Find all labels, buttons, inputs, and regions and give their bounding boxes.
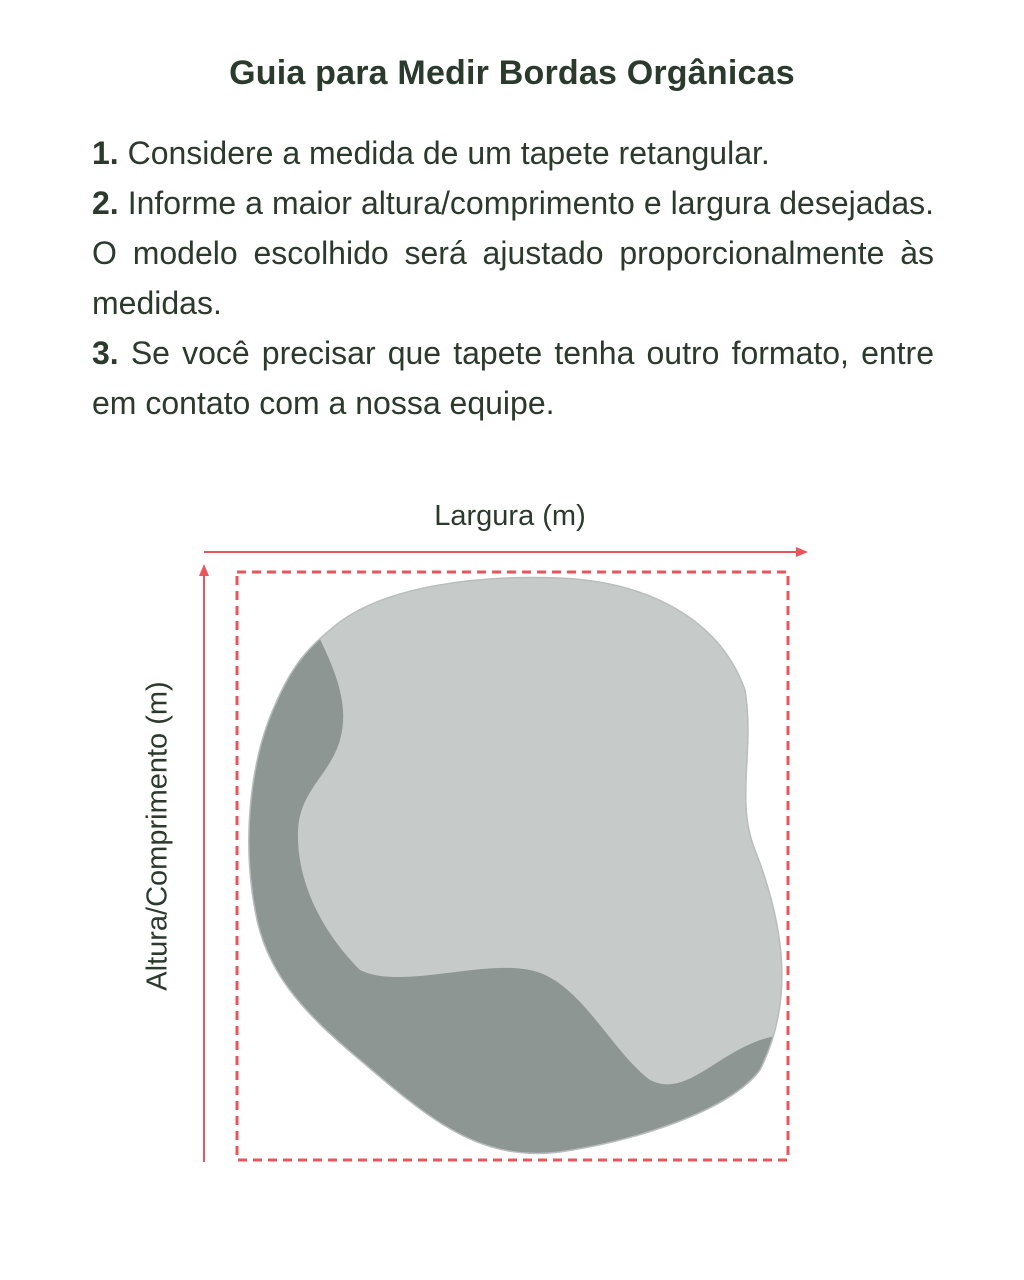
width-arrow bbox=[204, 547, 808, 557]
height-label: Altura/Comprimento (m) bbox=[141, 681, 174, 991]
step-3-text: Se você precisar que tapete tenha outro formato, entre em contato com a nossa equipe. bbox=[92, 335, 935, 421]
instructions-list bbox=[92, 128, 934, 428]
page-title: Guia para Medir Bordas Orgânicas bbox=[229, 54, 795, 92]
width-label: Largura (m) bbox=[434, 500, 586, 532]
step-3-number: 3. bbox=[92, 335, 119, 371]
step-1 bbox=[92, 128, 934, 178]
height-arrow bbox=[199, 564, 209, 1162]
step-3 bbox=[92, 328, 934, 428]
step-2-number: 2. bbox=[92, 185, 119, 221]
step-1-text: Considere a medida de um tapete retangular. bbox=[127, 135, 770, 171]
step-2 bbox=[92, 178, 934, 328]
step-2-text: Informe a maior altura/comprimento e largura desejadas. O modelo escolhido será ajustado proporcionalmente às medidas. bbox=[92, 185, 935, 321]
organic-rug-illustration bbox=[230, 570, 810, 1190]
step-1-number: 1. bbox=[92, 135, 119, 171]
measurement-diagram bbox=[0, 490, 1024, 1190]
